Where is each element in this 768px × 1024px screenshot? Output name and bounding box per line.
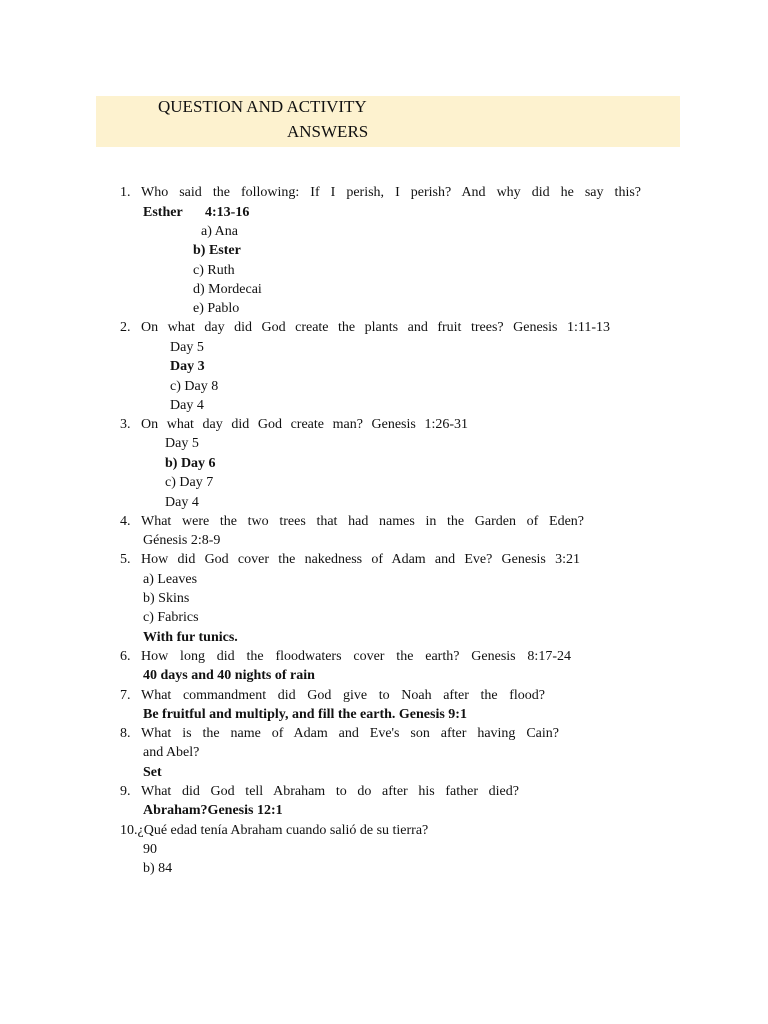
question-number: 4. (120, 514, 131, 529)
question-4-text: What were the two trees that had names in the Garden of Eden? (141, 514, 584, 529)
question-1-answer-ref: 4:13-16 (205, 205, 250, 220)
question-10-text: 10.¿Qué edad tenía Abraham cuando salió de su tierra? (120, 823, 429, 838)
question-8-answer: Set (143, 765, 162, 780)
question-1-option-c: c) Ruth (193, 263, 235, 278)
question-3-option-a: Day 5 (165, 436, 199, 451)
question-10-option-b: b) 84 (143, 861, 173, 876)
question-number: 7. (120, 688, 131, 703)
question-number: 2. (120, 320, 131, 335)
question-2-option-b: Day 3 (170, 359, 205, 374)
question-2-option-d: Day 4 (170, 398, 204, 413)
question-2-text: On what day did God create the plants and fruit trees? Genesis 1:11-13 (141, 320, 610, 335)
question-8-text-continued: and Abel? (143, 745, 200, 760)
question-5-option-c: c) Fabrics (143, 610, 199, 625)
question-1-option-d: d) Mordecai (193, 282, 262, 297)
question-5-text: How did God cover the nakedness of Adam and Eve? Genesis 3:21 (141, 552, 580, 567)
question-5-option-a: a) Leaves (143, 572, 198, 587)
question-9-text: What did God tell Abraham to do after his father died? (141, 784, 519, 799)
question-number: 6. (120, 649, 131, 664)
question-1-text: Who said the following: If I perish, I perish? And why did he say this? (141, 185, 641, 200)
header-title-line2: ANSWERS (287, 122, 369, 141)
question-1-option-a: a) Ana (201, 224, 238, 239)
question-5-answer: With fur tunics. (143, 630, 238, 645)
question-3-option-d: Day 4 (165, 495, 199, 510)
question-number: 1. (120, 185, 131, 200)
question-number: 8. (120, 726, 131, 741)
question-1-answer-name: Esther (143, 205, 183, 220)
question-number: 3. (120, 417, 131, 432)
question-10-option-a: 90 (143, 842, 157, 857)
question-2-option-c: c) Day 8 (170, 379, 219, 394)
header-title-line1: QUESTION AND ACTIVITY (158, 97, 367, 116)
question-number: 9. (120, 784, 131, 799)
question-6-text: How long did the floodwaters cover the earth? Genesis 8:17-24 (141, 649, 571, 664)
question-6-answer: 40 days and 40 nights of rain (143, 668, 315, 683)
question-3-text: On what day did God create man? Genesis 1:26-31 (141, 417, 468, 432)
question-1-option-e: e) Pablo (193, 301, 240, 316)
question-number: 5. (120, 552, 131, 567)
question-5-option-b: b) Skins (143, 591, 190, 606)
question-2-option-a: Day 5 (170, 340, 204, 355)
question-7-text: What commandment did God give to Noah after the flood? (141, 688, 545, 703)
question-7-answer: Be fruitful and multiply, and fill the earth. Genesis 9:1 (143, 707, 467, 722)
header-banner (96, 96, 680, 147)
question-4-reference: Génesis 2:8-9 (143, 533, 221, 548)
question-9-answer: Abraham?Genesis 12:1 (143, 803, 283, 818)
question-3-option-c: c) Day 7 (165, 475, 214, 490)
question-1-option-b: b) Ester (193, 243, 241, 258)
question-8-text: What is the name of Adam and Eve's son after having Cain? (141, 726, 559, 741)
question-3-option-b: b) Day 6 (165, 456, 216, 471)
